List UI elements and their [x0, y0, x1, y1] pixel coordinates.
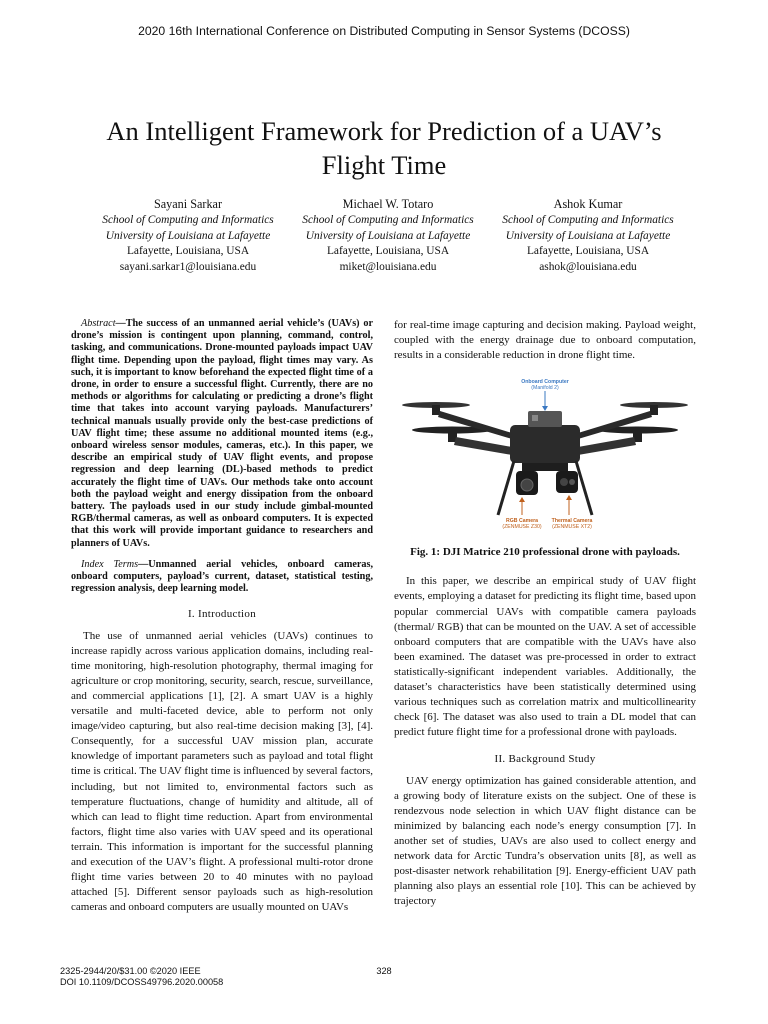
author-school: School of Computing and Informatics [102, 213, 274, 226]
author-university: University of Louisiana at Lafayette [505, 229, 671, 242]
author-name: Michael W. Totaro [342, 197, 434, 211]
label-onboard-computer: Onboard Computer [521, 379, 569, 386]
author-email[interactable]: sayani.sarkar1@louisiana.edu [119, 261, 257, 274]
label-thermal-camera: Thermal Camera [551, 518, 593, 525]
author-location: Lafayette, Louisiana, USA [326, 245, 450, 258]
abstract-label: Abstract [81, 318, 116, 329]
author-email[interactable]: ashok@louisiana.edu [539, 261, 637, 274]
landing-leg-right [576, 461, 592, 515]
label-onboard-computer-sub: (Manifold 2) [531, 385, 559, 392]
page-number: 328 [376, 966, 392, 976]
index-terms-text: —Unmanned aerial vehicles, onboard cameras, onboard computers, payload’s current, dataset, statistical testing, regression analysis, deep learning model. [71, 558, 373, 595]
left-column [71, 318, 373, 915]
author-2 [288, 197, 488, 276]
right-column [394, 318, 696, 909]
section-heading-introduction: I. Introduction [187, 608, 257, 621]
arm-left-front [454, 437, 512, 455]
label-rgb-camera: RGB Camera [505, 518, 539, 525]
doi-line: DOI 10.1109/DCOSS49796.2020.00058 [60, 977, 224, 987]
label-thermal-camera-sub: (ZENMUSE XT2) [552, 524, 592, 531]
introduction-paragraph: The use of unmanned aerial vehicles (UAVs) continues to increase rapidly across various application domains, including real-time monitoring, high-resolution photography, thermal imaging for agriculture or crop monitoring, security, search, rescue, surveillance, and commercial applications [1], [2]. A smart UAV is a highly versatile and multi-faceted device, able to perform not only image/video capturing, but also real-time decision making [3], [4]. Consequently, for a successful UAV mission plan, accurate knowledge of important parameters such as payload and total flight time is critical. The UAV flight time is influenced by several factors, including, but not limited to, environmental factors such as temperature fluctuations, change of humidity and altitude, all of which can lead to flight time reduction. Apart from environmental factors, flight time also varies with UAV speed and its operational terrain. This information is important for the successful planning and execution of the UAV’s flight. A professional multi-rotor drone flight time varies between 20 to 40 minutes with no payload attached [5]. Different sensor payloads such as high-resolution cameras and onboard computers are usually mounted on UAVs [71, 629, 373, 914]
drone-illustration [394, 375, 696, 537]
author-university: University of Louisiana at Lafayette [305, 229, 471, 242]
arm-right-front [578, 437, 636, 455]
onboard-arrow-head [542, 406, 548, 411]
author-1 [88, 197, 288, 276]
drone-body [510, 425, 580, 463]
conference-header: 2020 16th International Conference on Distributed Computing in Sensor Systems (DCOSS) [138, 24, 630, 38]
author-block [88, 197, 688, 276]
figure-1 [394, 375, 696, 537]
author-name: Sayani Sarkar [153, 197, 223, 211]
abstract [71, 318, 373, 550]
label-rgb-camera-sub: (ZENMUSE Z30) [502, 524, 542, 531]
introduction-continuation: for real-time image capturing and decision making. Payload weight, coupled with the energy drainage due to onboard computation, results in a considerable reduction in drone flight time. [394, 319, 696, 362]
background-paragraph: UAV energy optimization has gained considerable attention, and a growing body of literature exists on the subject. One of these is rendezvous node selection in which UAV flight distance can be minimized by balancing each node’s energy consumption [7]. In another set of studies, UAVs are also used to collect energy and network data for Arctic Tundra’s observation units [8], as well as post-disaster network rehabilitation [9]. Energy-efficient UAV path planning also plays an essential role [10]. This can be achieved by trajectory [394, 774, 696, 908]
paper-title [60, 114, 708, 182]
author-location: Lafayette, Louisiana, USA [526, 245, 650, 258]
copyright-line: 2325-2944/20/$31.00 ©2020 IEEE [60, 966, 201, 976]
author-name: Ashok Kumar [553, 197, 623, 211]
title-line-2: Flight Time [321, 150, 447, 180]
landing-leg-left [498, 461, 514, 515]
author-school: School of Computing and Informatics [502, 213, 674, 226]
abstract-text: —The success of an unmanned aerial vehicle’s (UAVs) or drone’s mission is contingent upon planning, command, control, tasking, and communications. Drone-mounted payloads impact UAV flight time. Depending upon the payload, flight times may vary. As such, it is important to know beforehand the expected flight time of a drone, in order to ensure a successful flight. Currently, there are no methods or algorithms for calculating or predicting a drone’s flight time that takes into account varying payloads. Manufacturers’ technical manuals usually provide only the best-case predictions of UAV flight time; these assume no additional mounted items (e.g., onboard wireless sensor modules, cameras, etc.). In this paper, we describe an empirical study of UAV flight events, and propose regression and deep learning (DL)-based methods to predict accurately the flight time of UAVs. Our methods take onto account both the payload weight and energy dissipation from the onboard battery. The payloads used in our study include gimbal-mounted RGB/thermal cameras, as well as onboard computers. It is expected that this work will provide important guidance to researchers and planners of UAVs. [71, 318, 373, 549]
title-line-1: An Intelligent Framework for Prediction of a UAV’s [106, 116, 662, 146]
author-email[interactable]: miket@louisiana.edu [339, 261, 437, 274]
author-university: University of Louisiana at Lafayette [105, 229, 271, 242]
figure-caption: Fig. 1: DJI Matrice 210 professional drone with payloads. [410, 546, 680, 559]
index-terms [71, 559, 373, 596]
section-heading-background: II. Background Study [494, 753, 596, 766]
index-terms-label: Index Terms [81, 558, 139, 570]
author-location: Lafayette, Louisiana, USA [126, 245, 250, 258]
author-school: School of Computing and Informatics [302, 213, 474, 226]
author-3 [488, 197, 688, 276]
paragraph-this-paper: In this paper, we describe an empirical study of UAV flight events, employing a dataset for predicting its flight time, based upon popular commercial UAVs with compatible camera payloads (thermal/ RGB) that can be mounted on the UAV. A set of accessible onboard computers that are compatible with the UAVs have also been examined. The dataset was pre-processed in order to extract statistically-significant independent variables. Additionally, the dataset’s characteristics have been statistically determined using various techniques such as correlation matrix and multicollinearity check [6]. The dataset was also used to train a DL model that can predict future flight time for a professional drone with payloads. [394, 575, 696, 739]
